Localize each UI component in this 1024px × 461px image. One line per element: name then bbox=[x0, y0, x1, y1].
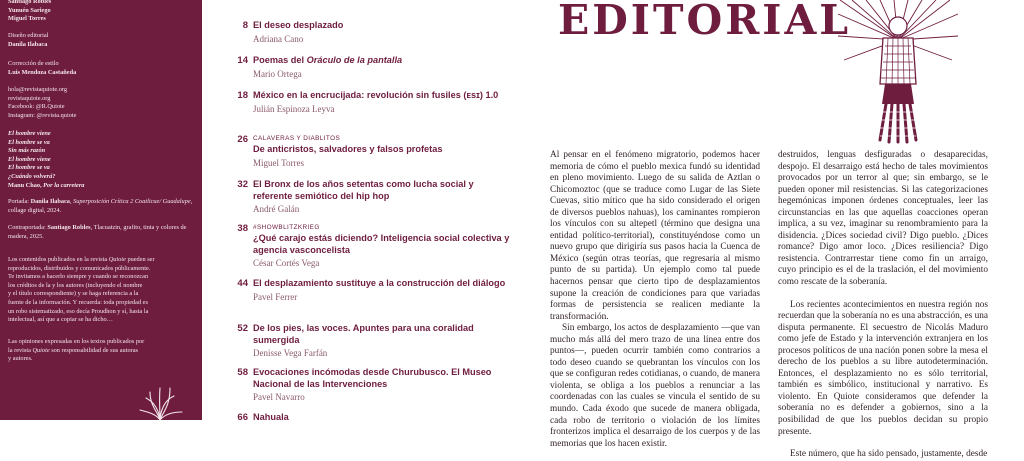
toc-entry-body bbox=[253, 179, 513, 215]
back-cover-credit bbox=[8, 224, 196, 241]
epigraph-work: Por la carretera bbox=[43, 181, 85, 189]
article-paragraph: Al pensar en el fenómeno migratorio, podemos hacer memoria de cómo el pueblo mexica fundó su identidad en pleno movimiento. Luego de su salida de Aztlan o Chicomoztoc (que se traduce como Lugar de las Siete Cuevas, sitio mítico que ha sido considerado el origen de diversos pueblos nahuas), los caminantes rompieron los vínculos con su altepetl (término que designa una entidad político-territorial), constituyéndose como un nuevo grupo que dirigiría sus pasos hacia la Cuenca de México (según otras teorías, que regresaría al mismo punto de su partida). Un ejemplo como tal puede hacernos pensar que cierto tipo de desplazamientos supone la creación de condiciones para que variadas formas de persistencia se realicen mediante la transformación. bbox=[550, 150, 760, 322]
epigraph-line: El hombre viene bbox=[8, 130, 51, 137]
toc-entry-body bbox=[253, 367, 513, 403]
back-label: Contraportada: bbox=[8, 224, 46, 231]
toc-entry-body bbox=[253, 90, 513, 115]
epigraph-attribution bbox=[8, 182, 196, 191]
article-paragraph: Este número, que ha sido pensado, justamente, desde bbox=[790, 449, 988, 460]
toc-title: Poemas del bbox=[253, 55, 307, 65]
toc-page-number: 14 bbox=[237, 55, 248, 66]
style-credit bbox=[8, 60, 196, 77]
contact-email[interactable]: hola@revistaquiote.org bbox=[8, 86, 68, 93]
cover-work: Superposición Crítica 2 Coatlicue/ Guadalupe, bbox=[73, 198, 193, 205]
epigraph-line: El hombre se va bbox=[8, 138, 50, 146]
toc-title: El desplazamiento sustituye a la construcción del diálogo bbox=[253, 278, 506, 288]
opinions-block bbox=[8, 338, 196, 364]
article-column-1 bbox=[550, 150, 760, 450]
opinions-line: la revista bbox=[8, 346, 31, 354]
license-line: los créditos de la y los autores (incluyendo el nombre bbox=[8, 281, 143, 289]
epigraph-line: Sin más razón bbox=[8, 147, 46, 155]
contact-facebook[interactable]: Facebook: @R.Quiote bbox=[8, 103, 65, 111]
contact-instagram[interactable]: Instagram: @revista.quiote bbox=[8, 111, 77, 119]
style-name: Luis Mendoza Castañeda bbox=[8, 68, 77, 76]
opinions-line: y autores. bbox=[8, 355, 33, 363]
opinions-line: son responsabilidad de sus autoras bbox=[51, 346, 138, 354]
license-mag-name: Quiote bbox=[108, 256, 126, 263]
credits-top bbox=[8, 0, 196, 24]
toc-author: Adriana Cano bbox=[253, 33, 304, 44]
credits-sidebar bbox=[0, 0, 202, 420]
credit-name: Yunuén Sariego bbox=[8, 6, 51, 14]
credit-name: Santiago Robles bbox=[8, 0, 52, 5]
epigraph-author: Manu Chao, bbox=[8, 181, 42, 189]
toc-author: Julián Espinoza Leyva bbox=[253, 103, 335, 114]
standing-figure-illustration bbox=[838, 0, 958, 148]
editorial-headline: EDITORIAL bbox=[558, 0, 852, 44]
agave-plant-illustration bbox=[130, 372, 190, 420]
design-label: Diseño editorial bbox=[8, 32, 49, 39]
credit-name: Miguel Torres bbox=[8, 15, 46, 23]
editorial-article bbox=[520, 0, 1024, 460]
article-paragraph: Sin embargo, los actos de desplazamiento —que van mucho más allá del mero trazo de una línea entre dos puntos—, pueden ocurrir también como contrarios a todo deseo cuando se quebrantan los vínculos con los que se configuran redes cotidianas, o cuando, de manera violenta, se obliga a los pueblos a renunciar a las coordenadas con las cuales se vincula el sentido de su mundo. Cada éxodo que sucede de manera obligada, cada robo de territorio o violación de los límites fronterizos implica el desarraigo de los cuerpos y de las memorias que los hacen existir. bbox=[550, 323, 760, 449]
epigraph-line: El hombre se va bbox=[8, 164, 50, 172]
toc-author: Miguel Torres bbox=[253, 157, 304, 168]
license-line: fuente de la información. Y recuerda: toda propiedad es bbox=[8, 298, 148, 306]
back-name: Santiago Robles bbox=[47, 224, 91, 231]
toc-author: André Galán bbox=[253, 204, 300, 214]
contact-website[interactable]: revistaquiote.org bbox=[8, 94, 51, 102]
cover-credit: Portada: Danila Ilabaca, Superposición Crítica 2 Coatlicue/ Guadalupe, collage digital, 2024. bbox=[8, 198, 193, 214]
cover-rest: collage digital, 2024. bbox=[8, 206, 62, 214]
toc-title: México en la encrucijada: revolución sin fusiles (ᴇsɪ) 1.0 bbox=[253, 90, 499, 100]
table-of-contents bbox=[202, 0, 520, 423]
opinions-mag-name: Quiote bbox=[32, 346, 50, 354]
epigraph-line: El hombre viene bbox=[8, 155, 51, 163]
toc-page-number: 8 bbox=[242, 20, 248, 31]
toc-section-kicker: #SHOWBLITZKRIEG bbox=[253, 224, 320, 231]
license-line: un robo sistematizado, eso decía Proudhon y sí, hasta la bbox=[8, 307, 149, 315]
article-column-2 bbox=[778, 150, 988, 461]
toc-entry-body bbox=[253, 20, 513, 45]
toc-author: Mario Ortega bbox=[253, 68, 302, 79]
back-rest: , Tlacuatzin, grafito, tinta y colores de madera, 2025. bbox=[8, 224, 187, 240]
toc-title-italic: Oráculo de la pantalla bbox=[306, 55, 403, 65]
toc-entry-body bbox=[253, 278, 513, 303]
epigraph bbox=[8, 130, 196, 190]
epigraph-line: ¿Cuándo volverá? bbox=[8, 172, 56, 180]
design-name: Danila Ilabaca bbox=[8, 40, 48, 48]
license-line: reproducidos, distribuidos y comunicados públicamente. bbox=[8, 264, 151, 272]
toc-title: Nahuala bbox=[253, 412, 289, 422]
toc-page-number: 38 bbox=[237, 223, 248, 234]
toc-entry-body bbox=[253, 223, 513, 269]
toc-author: Denisse Vega Farfán bbox=[253, 348, 328, 358]
toc-title: El Bronx de los años setentas como lucha social y referente semiótico del hip hop bbox=[253, 179, 474, 201]
toc-page-number: 66 bbox=[237, 412, 248, 423]
toc-page-number: 58 bbox=[237, 367, 248, 378]
toc-title: De anticristos, salvadores y falsos profetas bbox=[253, 144, 443, 154]
toc-title: El deseo desplazado bbox=[253, 20, 344, 30]
article-paragraph: destruidos, lenguas desfiguradas o desaparecidas, despojo. El desarraigo está hecho de tales movimientos provocados por un terror al que; sin embargo, se le pueden oponer mil resistencias. Si las categorizaciones hegemónicas imponen órdenes conceptuales, leer las circunstancias en las que aquellas coacciones operan implica, a su vez, imaginar su renombramiento para la disidencia. ¿Dices sociedad civil? Digo pueblo. ¿Dices romance? Digo amor loco. ¿Dices resiliencia? Digo resistencia. Contrarrestar tiene como fin un arraigo, cuyo principio es el de la traslación, el del movimiento como rescate de la soberanía. bbox=[778, 150, 988, 288]
toc-title: ¿Qué carajo estás diciendo? Inteligencia social colectiva y agencia vasconcelista bbox=[253, 233, 510, 255]
toc-entry-body bbox=[253, 323, 513, 359]
article-paragraph: Los recientes acontecimientos en nuestra región nos recuerdan que la soberanía no es una abstracción, es una disputa permanente. El secuestro de Nicolás Maduro como jefe de Estado y la intervención extranjera en los procesos políticos de una nación ponen sobre la mesa el derecho de los pueblos a su libre autodeterminación. Entonces, el desplazamiento no es sólo territorial, también es simbólico, institucional y narrativo. Es violento. En Quiote consideramos que defender la soberanía no es defender a gobiernos, sino a la posibilidad de que los pueblos decidan su propio presente. bbox=[778, 299, 988, 437]
toc-entry-body bbox=[253, 412, 513, 424]
toc-author: César Cortés Vega bbox=[253, 258, 320, 268]
toc-page-number: 32 bbox=[237, 179, 248, 190]
toc-page-number: 52 bbox=[237, 323, 248, 334]
cover-name: Danila Ilabaca bbox=[30, 198, 70, 205]
license-line: y el título correspondiente) y se haga referencia a la bbox=[8, 290, 139, 298]
toc-section-kicker: CALAVERAS Y DIABLITOS bbox=[253, 135, 341, 142]
design-credit bbox=[8, 32, 196, 49]
toc-author: Pavel Ferrer bbox=[253, 291, 298, 302]
toc-page-number: 18 bbox=[237, 90, 248, 101]
license-line: pueden ser bbox=[127, 256, 155, 263]
toc-author: Pavel Navarro bbox=[253, 392, 305, 402]
contact-block bbox=[8, 86, 196, 120]
license-line: Te invitamos a hacerlo siempre y cuando se reconozcan bbox=[8, 273, 149, 281]
toc-title: De los pies, las voces. Apuntes para una coralidad sumergida bbox=[253, 323, 474, 345]
toc-entry-body bbox=[253, 55, 513, 80]
toc-page-number: 44 bbox=[237, 278, 248, 289]
toc-title: Evocaciones incómodas desde Churubusco. El Museo Nacional de las Intervenciones bbox=[253, 367, 492, 389]
toc-entry-body bbox=[253, 134, 513, 169]
license-line: Los contenidos publicados en la revista bbox=[8, 256, 108, 263]
license-block bbox=[8, 256, 196, 325]
license-line: intelectual, así que a copiar se ha dicho… bbox=[8, 316, 113, 324]
toc-page-number: 26 bbox=[237, 134, 248, 145]
opinions-line: Las opiniones expresadas en los textos publicados por bbox=[8, 338, 145, 345]
style-label: Corrección de estilo bbox=[8, 60, 59, 67]
cover-label: Portada: bbox=[8, 198, 29, 205]
